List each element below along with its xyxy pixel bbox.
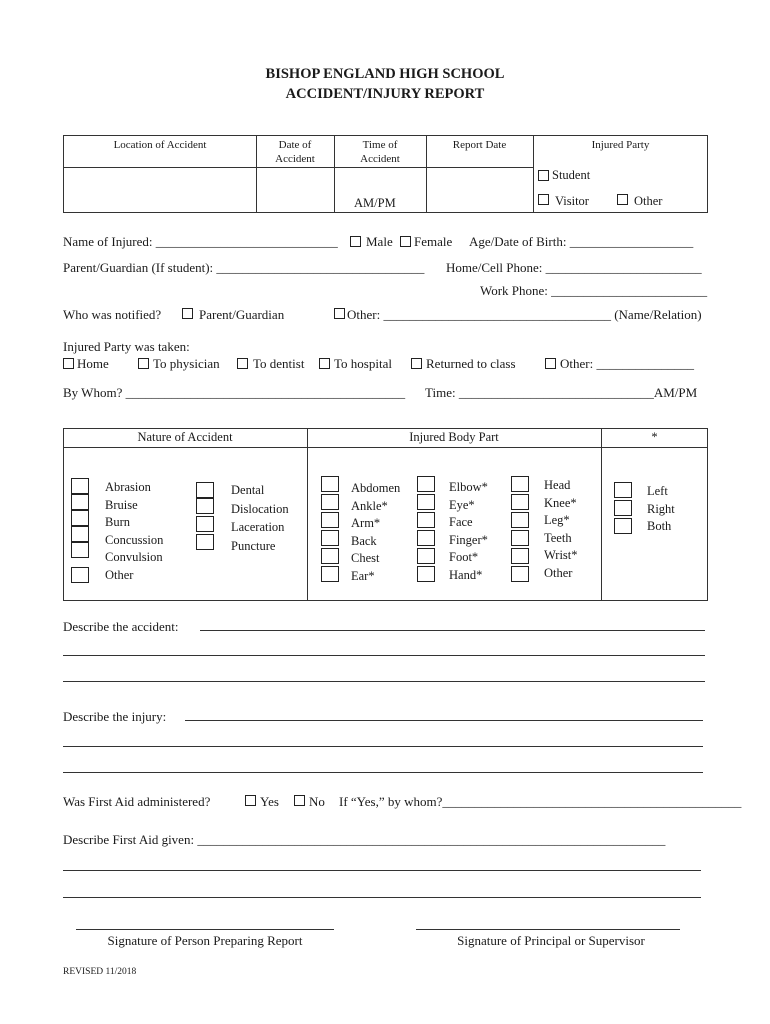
nature-item: Puncture bbox=[231, 538, 276, 553]
body-part-item: Back bbox=[351, 533, 377, 548]
nature-item: Concussion bbox=[105, 532, 164, 547]
bruise-checkbox[interactable] bbox=[71, 494, 89, 510]
nature-header: Nature of Accident bbox=[137, 430, 233, 444]
age-field[interactable]: Age/Date of Birth: ___________________ bbox=[469, 234, 694, 249]
eye-checkbox[interactable] bbox=[417, 494, 435, 510]
dislocation-checkbox[interactable] bbox=[196, 498, 214, 514]
time-am-pm: AM/PM bbox=[354, 196, 396, 210]
left-checkbox[interactable] bbox=[614, 482, 632, 498]
head-checkbox[interactable] bbox=[511, 476, 529, 492]
face-checkbox[interactable] bbox=[417, 512, 435, 528]
dental-checkbox[interactable] bbox=[196, 482, 214, 498]
puncture-checkbox[interactable] bbox=[196, 534, 214, 550]
describe-accident-line[interactable] bbox=[63, 681, 705, 682]
taken-dentist-checkbox[interactable] bbox=[237, 358, 248, 369]
nature-item: Abrasion bbox=[105, 480, 151, 494]
first-aid-by-whom-field[interactable]: If “Yes,” by whom?______________________________________________ bbox=[339, 794, 742, 809]
describe-accident-line[interactable] bbox=[63, 655, 705, 656]
elbow-checkbox[interactable] bbox=[417, 476, 435, 492]
parent-field[interactable]: Parent/Guardian (If student): ________________________________ bbox=[63, 260, 425, 275]
chest-checkbox[interactable] bbox=[321, 548, 339, 564]
body-other-checkbox[interactable] bbox=[511, 566, 529, 582]
body-part-item: Finger* bbox=[449, 532, 488, 547]
wrist-checkbox[interactable] bbox=[511, 548, 529, 564]
abdomen-checkbox[interactable] bbox=[321, 476, 339, 492]
abrasion-checkbox[interactable] bbox=[71, 478, 89, 494]
notified-parent-checkbox[interactable] bbox=[182, 308, 193, 319]
describe-injury-label: Describe the injury: bbox=[63, 709, 167, 724]
describe-injury-line[interactable] bbox=[63, 746, 703, 747]
first-aid-question: Was First Aid administered? bbox=[63, 794, 211, 809]
describe-injury-line[interactable] bbox=[185, 720, 703, 721]
other-party-checkbox[interactable] bbox=[617, 194, 628, 205]
nature-item: Dislocation bbox=[231, 501, 289, 516]
body-part-item: Ear* bbox=[351, 568, 375, 583]
back-checkbox[interactable] bbox=[321, 530, 339, 546]
taken-dentist-label: To dentist bbox=[253, 356, 305, 371]
nature-item: Burn bbox=[105, 515, 130, 529]
report-date-header: Report Date bbox=[452, 139, 507, 151]
first-aid-yes-checkbox[interactable] bbox=[245, 795, 256, 806]
nature-item: Laceration bbox=[231, 520, 285, 534]
visitor-checkbox[interactable] bbox=[538, 194, 549, 205]
body-part-item: Other bbox=[544, 565, 573, 580]
ankle-checkbox[interactable] bbox=[321, 494, 339, 510]
describe-accident-line[interactable] bbox=[200, 630, 705, 631]
male-label: Male bbox=[366, 234, 393, 249]
body-part-item: Chest bbox=[351, 551, 380, 565]
school-name: BISHOP ENGLAND HIGH SCHOOL bbox=[265, 66, 505, 82]
taken-other-checkbox[interactable] bbox=[545, 358, 556, 369]
body-part-item: Foot* bbox=[449, 550, 479, 564]
body-part-item: Eye* bbox=[449, 497, 475, 512]
location-header: Location of Accident bbox=[113, 139, 207, 151]
form-title: ACCIDENT/INJURY REPORT bbox=[285, 86, 485, 102]
knee-checkbox[interactable] bbox=[511, 494, 529, 510]
home-phone-field[interactable]: Home/Cell Phone: ________________________ bbox=[446, 260, 702, 275]
female-checkbox[interactable] bbox=[400, 236, 411, 247]
work-phone-field[interactable]: Work Phone: ________________________ bbox=[480, 283, 708, 298]
first-aid-given-line[interactable] bbox=[63, 870, 701, 871]
teeth-checkbox[interactable] bbox=[511, 530, 529, 546]
body-part-item: Abdomen bbox=[351, 481, 401, 495]
nature-item: Bruise bbox=[105, 497, 138, 512]
hand-checkbox[interactable] bbox=[417, 566, 435, 582]
concussion-checkbox[interactable] bbox=[71, 526, 89, 542]
leg-checkbox[interactable] bbox=[511, 512, 529, 528]
taken-other-field[interactable]: Other: _______________ bbox=[560, 356, 694, 371]
name-field[interactable]: Name of Injured: ____________________________ bbox=[63, 234, 338, 249]
taken-time-field[interactable]: Time: ______________________________AM/PM bbox=[425, 385, 698, 400]
preparer-signature-label: Signature of Person Preparing Report bbox=[107, 933, 303, 948]
notified-other-checkbox[interactable] bbox=[334, 308, 345, 319]
female-label: Female bbox=[414, 234, 453, 249]
side-header: * bbox=[651, 430, 658, 444]
student-label: Student bbox=[552, 168, 591, 182]
body-part-item: Leg* bbox=[544, 513, 570, 527]
foot-checkbox[interactable] bbox=[417, 548, 435, 564]
taken-class-label: Returned to class bbox=[426, 356, 516, 371]
taken-hospital-label: To hospital bbox=[334, 356, 392, 371]
side-item: Both bbox=[647, 519, 672, 533]
taken-physician-checkbox[interactable] bbox=[138, 358, 149, 369]
body-part-item: Wrist* bbox=[544, 548, 578, 562]
time-field[interactable] bbox=[337, 170, 423, 194]
body-part-item: Ankle* bbox=[351, 498, 388, 513]
side-item: Left bbox=[647, 484, 668, 498]
student-checkbox[interactable] bbox=[538, 170, 549, 181]
side-item: Right bbox=[647, 501, 675, 516]
body-part-item: Hand* bbox=[449, 567, 483, 582]
nature-item: Convulsion bbox=[105, 550, 163, 564]
revised-date: REVISED 11/2018 bbox=[63, 967, 137, 977]
first-aid-no-checkbox[interactable] bbox=[294, 795, 305, 806]
location-field[interactable] bbox=[66, 170, 252, 210]
arm-checkbox[interactable] bbox=[321, 512, 339, 528]
body-part-header: Injured Body Part bbox=[409, 430, 499, 444]
taken-hospital-checkbox[interactable] bbox=[319, 358, 330, 369]
describe-injury-line[interactable] bbox=[63, 772, 703, 773]
first-aid-yes-label: Yes bbox=[260, 794, 279, 809]
notified-label: Who was notified? bbox=[63, 307, 162, 322]
taken-physician-label: To physician bbox=[153, 356, 220, 371]
taken-class-checkbox[interactable] bbox=[411, 358, 422, 369]
nature-other-checkbox[interactable] bbox=[71, 567, 89, 583]
nature-item: Dental bbox=[231, 483, 265, 497]
body-part-item: Elbow* bbox=[449, 480, 488, 494]
principal-signature-line[interactable] bbox=[416, 929, 680, 930]
body-part-item: Teeth bbox=[544, 530, 572, 545]
preparer-signature-line[interactable] bbox=[76, 929, 334, 930]
taken-home-checkbox[interactable] bbox=[63, 358, 74, 369]
body-part-item: Knee* bbox=[544, 495, 577, 510]
describe-accident-label: Describe the accident: bbox=[63, 619, 179, 634]
injured-party-header: Injured Party bbox=[591, 139, 650, 151]
date-header: Date of Accident bbox=[275, 139, 315, 165]
first-aid-given-field[interactable]: Describe First Aid given: ________________________________________________________________________ bbox=[63, 832, 666, 847]
principal-signature-label: Signature of Principal or Supervisor bbox=[457, 933, 645, 948]
laceration-checkbox[interactable] bbox=[196, 516, 214, 532]
notified-parent-label: Parent/Guardian bbox=[199, 307, 285, 322]
right-checkbox[interactable] bbox=[614, 500, 632, 516]
ear-checkbox[interactable] bbox=[321, 566, 339, 582]
date-field[interactable] bbox=[259, 170, 331, 210]
time-header: Time of Accident bbox=[360, 139, 400, 165]
by-whom-field[interactable]: By Whom? ___________________________________________ bbox=[63, 385, 406, 400]
other-party-label: Other bbox=[634, 194, 663, 208]
taken-home-label: Home bbox=[77, 356, 109, 371]
finger-checkbox[interactable] bbox=[417, 530, 435, 546]
burn-checkbox[interactable] bbox=[71, 510, 89, 526]
first-aid-given-line[interactable] bbox=[63, 897, 701, 898]
first-aid-no-label: No bbox=[309, 794, 325, 809]
body-part-item: Arm* bbox=[351, 516, 381, 530]
male-checkbox[interactable] bbox=[350, 236, 361, 247]
convulsion-checkbox[interactable] bbox=[71, 542, 89, 558]
report-date-field[interactable] bbox=[429, 140, 530, 210]
taken-label: Injured Party was taken: bbox=[63, 339, 190, 354]
visitor-label: Visitor bbox=[555, 194, 589, 208]
both-checkbox[interactable] bbox=[614, 518, 632, 534]
notified-other-field[interactable]: Other: ___________________________________ (Name/Relation) bbox=[347, 307, 702, 322]
body-part-item: Face bbox=[449, 515, 473, 529]
nature-item: Other bbox=[105, 567, 134, 582]
body-part-item: Head bbox=[544, 478, 571, 492]
